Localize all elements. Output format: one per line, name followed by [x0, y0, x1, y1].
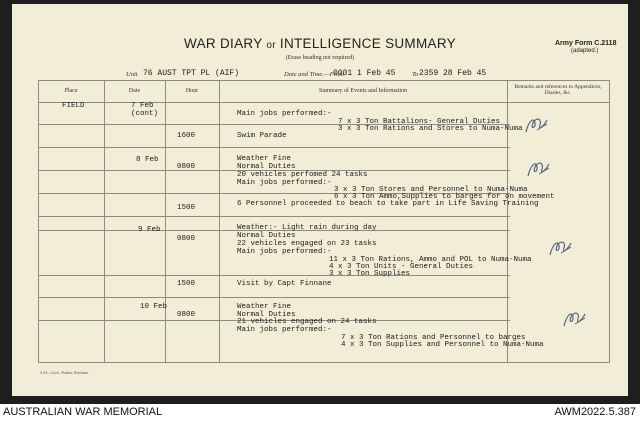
summary-line: Swim Parade — [237, 132, 287, 140]
signature-mark — [523, 114, 549, 136]
title-war-diary: WAR DIARY — [184, 36, 263, 51]
col-header-summary: Summary of Events and Information — [319, 88, 407, 94]
to-value: 2359 28 Feb 45 — [419, 69, 487, 78]
row-rule — [38, 216, 510, 217]
form-number: Army Form C.2118 — [555, 40, 617, 47]
place-value: FIELD — [62, 102, 85, 110]
date-entry-note: (cont) — [131, 110, 159, 118]
signature-mark — [561, 308, 587, 330]
form-adapted: (adapted.) — [571, 48, 599, 54]
caption-institution: AUSTRALIAN WAR MEMORIAL — [3, 406, 163, 418]
summary-line: Main jobs performed:- — [237, 248, 332, 256]
summary-line: 3 x 3 Ton Rations and Stores to Numa-Numa — [338, 125, 523, 133]
summary-line: 4 x 3 Ton Units - General Duties — [329, 263, 474, 271]
page-title — [0, 36, 640, 51]
summary-line: 22 vehicles engaged on 23 tasks — [237, 240, 377, 248]
summary-line: 7 x 3 Ton Rations and Personnel to barges — [341, 334, 526, 342]
hour-entry: 0800 — [177, 311, 196, 319]
summary-line: 3 x 3 Ton Supplies — [329, 270, 411, 278]
hour-entry: 0800 — [177, 163, 196, 171]
summary-line: 6 Personnel proceeded to beach to take part in Life Saving Training — [237, 200, 539, 208]
from-value: 0001 1 Feb 45 — [333, 69, 396, 78]
col-header-date: Date — [128, 88, 141, 94]
col-header-place: Place — [64, 88, 78, 94]
summary-line: Normal Duties — [237, 163, 296, 171]
to-label: To — [412, 71, 419, 78]
summary-line: Normal Duties — [237, 232, 296, 240]
title-intelligence-summary: INTELLIGENCE SUMMARY — [279, 36, 456, 51]
row-rule — [38, 147, 510, 148]
date-entry: 7 Feb — [131, 102, 154, 110]
date-entry: 9 Feb — [138, 226, 161, 234]
summary-line: Normal Duties — [237, 311, 296, 319]
title-or: or — [266, 40, 276, 51]
header-rule — [38, 102, 610, 103]
table-bottom-rule — [38, 362, 610, 363]
row-rule — [38, 297, 510, 298]
unit-label: Unit — [126, 71, 138, 78]
dates-label: Date and Time.—From — [284, 71, 344, 78]
signature-mark — [547, 237, 573, 259]
summary-line: Main jobs performed:- — [237, 326, 332, 334]
summary-line: Main jobs performed:- — [237, 179, 332, 187]
summary-line: Weather:- Light rain during day — [237, 224, 377, 232]
summary-line: 20 vehicles perfomed 24 tasks — [237, 171, 368, 179]
summary-line: Weather Fine — [237, 303, 292, 311]
summary-line: 6 x 3 Ton Ammo,Supplies to barges for on movement — [334, 193, 555, 201]
caption-accession: AWM2022.5.387 — [554, 406, 636, 418]
summary-line: Visit by Capt Finnane — [237, 280, 332, 288]
col-header-remarks: Remarks and references to Appendices, Diaries, &c. — [514, 84, 602, 96]
col-header-hour: Hour — [185, 88, 199, 94]
table-top-rule — [38, 80, 610, 81]
summary-line: 4 x 3 Ton Supplies and Personnel to Numa-Numa — [341, 341, 544, 349]
hour-entry: 1500 — [177, 280, 196, 288]
hour-entry: 1500 — [177, 204, 196, 212]
date-entry: 10 Feb — [140, 303, 168, 311]
printer-imprint: 4-43—Govt. Printer, Brisbane. — [40, 370, 90, 375]
summary-line: 3 x 3 Ton Stores and Personnel to Numa-Numa — [334, 186, 528, 194]
summary-line: Main jobs performed:- — [237, 110, 332, 118]
summary-line: Weather Fine — [237, 155, 292, 163]
signature-mark — [525, 158, 551, 180]
summary-line: 21 vehicles engaged on 24 tasks — [237, 318, 377, 326]
hour-entry: 0800 — [177, 235, 196, 243]
subtitle: (Erase heading not required) — [285, 55, 355, 61]
summary-line: 11 x 3 Ton Rations, Ammo and POL to Numa-Numa — [329, 256, 532, 264]
date-entry: 8 Feb — [136, 156, 159, 164]
unit-value: 76 AUST TPT PL (AIF) — [143, 69, 240, 78]
summary-line: 7 x 3 Ton Battalions- General Duties — [338, 118, 501, 126]
rule-right — [609, 80, 610, 362]
row-rule — [38, 275, 510, 276]
caption-bar — [0, 404, 640, 421]
hour-entry: 1600 — [177, 132, 196, 140]
